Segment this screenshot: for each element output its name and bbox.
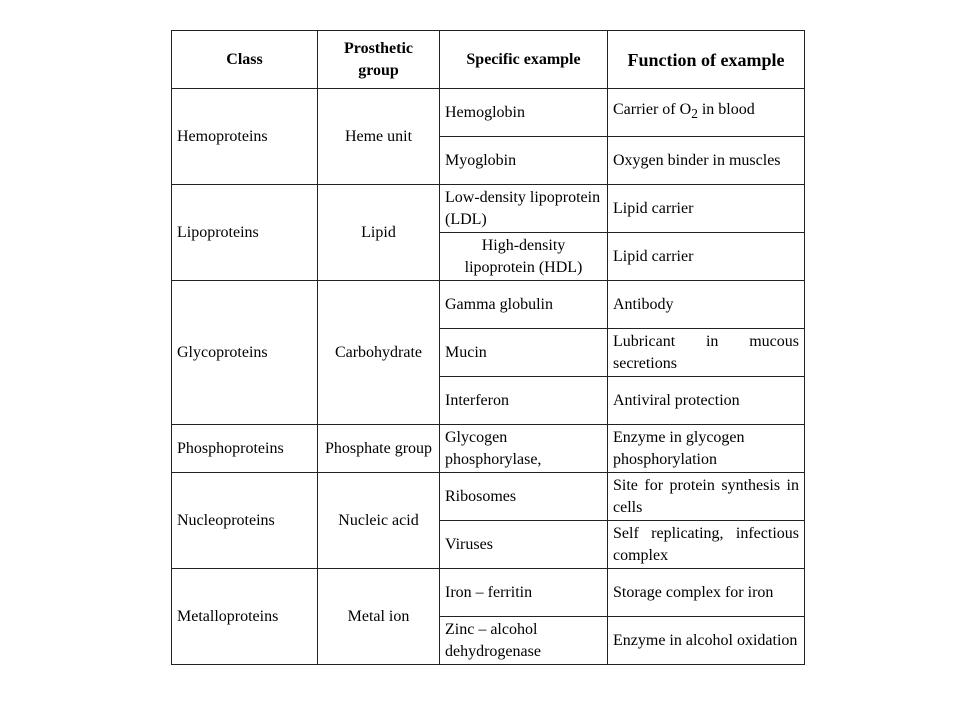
table-row bbox=[172, 569, 805, 617]
table-header-row bbox=[172, 31, 805, 89]
function-cell: Lubricant in mucous secretions bbox=[608, 329, 805, 377]
prosthetic-cell: Nucleic acid bbox=[318, 473, 440, 569]
function-cell: Antibody bbox=[608, 281, 805, 329]
prosthetic-cell: Lipid bbox=[318, 185, 440, 281]
prosthetic-cell: Phosphate group bbox=[318, 425, 440, 473]
class-cell: Glycoproteins bbox=[172, 281, 318, 425]
example-cell: Viruses bbox=[440, 521, 608, 569]
table-row bbox=[172, 185, 805, 233]
prosthetic-cell: Carbohydrate bbox=[318, 281, 440, 425]
class-cell: Hemoproteins bbox=[172, 89, 318, 185]
function-text: in blood bbox=[697, 101, 755, 119]
function-cell: Enzyme in glycogen phosphorylation bbox=[608, 425, 805, 473]
example-cell: Mucin bbox=[440, 329, 608, 377]
example-cell: Hemoglobin bbox=[440, 89, 608, 137]
example-cell: Myoglobin bbox=[440, 137, 608, 185]
function-cell: Lipid carrier bbox=[608, 233, 805, 281]
function-cell: Oxygen binder in muscles bbox=[608, 137, 805, 185]
example-cell: Zinc – alcohol dehydrogenase bbox=[440, 617, 608, 665]
prosthetic-cell: Heme unit bbox=[318, 89, 440, 185]
header-specific-example: Specific example bbox=[440, 31, 608, 89]
example-cell: Iron – ferritin bbox=[440, 569, 608, 617]
function-cell: Storage complex for iron bbox=[608, 569, 805, 617]
prosthetic-cell: Metal ion bbox=[318, 569, 440, 665]
table-row bbox=[172, 281, 805, 329]
function-cell: Antiviral protection bbox=[608, 377, 805, 425]
header-class: Class bbox=[172, 31, 318, 89]
function-cell bbox=[608, 89, 805, 137]
example-cell: Gamma globulin bbox=[440, 281, 608, 329]
table-row bbox=[172, 473, 805, 521]
function-cell: Lipid carrier bbox=[608, 185, 805, 233]
class-cell: Metalloproteins bbox=[172, 569, 318, 665]
example-cell: Ribosomes bbox=[440, 473, 608, 521]
header-prosthetic-group: Prosthetic group bbox=[318, 31, 440, 89]
example-cell: Interferon bbox=[440, 377, 608, 425]
function-cell: Self replicating, infectious complex bbox=[608, 521, 805, 569]
example-cell: High-density lipoprotein (HDL) bbox=[440, 233, 608, 281]
class-cell: Phosphoproteins bbox=[172, 425, 318, 473]
example-cell: Glycogen phosphorylase, bbox=[440, 425, 608, 473]
class-cell: Lipoproteins bbox=[172, 185, 318, 281]
table-row bbox=[172, 89, 805, 137]
function-text: Carrier of O bbox=[613, 101, 692, 119]
header-function: Function of example bbox=[608, 31, 805, 89]
class-cell: Nucleoproteins bbox=[172, 473, 318, 569]
function-cell: Site for protein synthesis in cells bbox=[608, 473, 805, 521]
subscript: 2 bbox=[691, 106, 698, 122]
function-cell: Enzyme in alcohol oxidation bbox=[608, 617, 805, 665]
table-row bbox=[172, 425, 805, 473]
protein-classes-table bbox=[171, 30, 805, 665]
example-cell: Low-density lipoprotein (LDL) bbox=[440, 185, 608, 233]
